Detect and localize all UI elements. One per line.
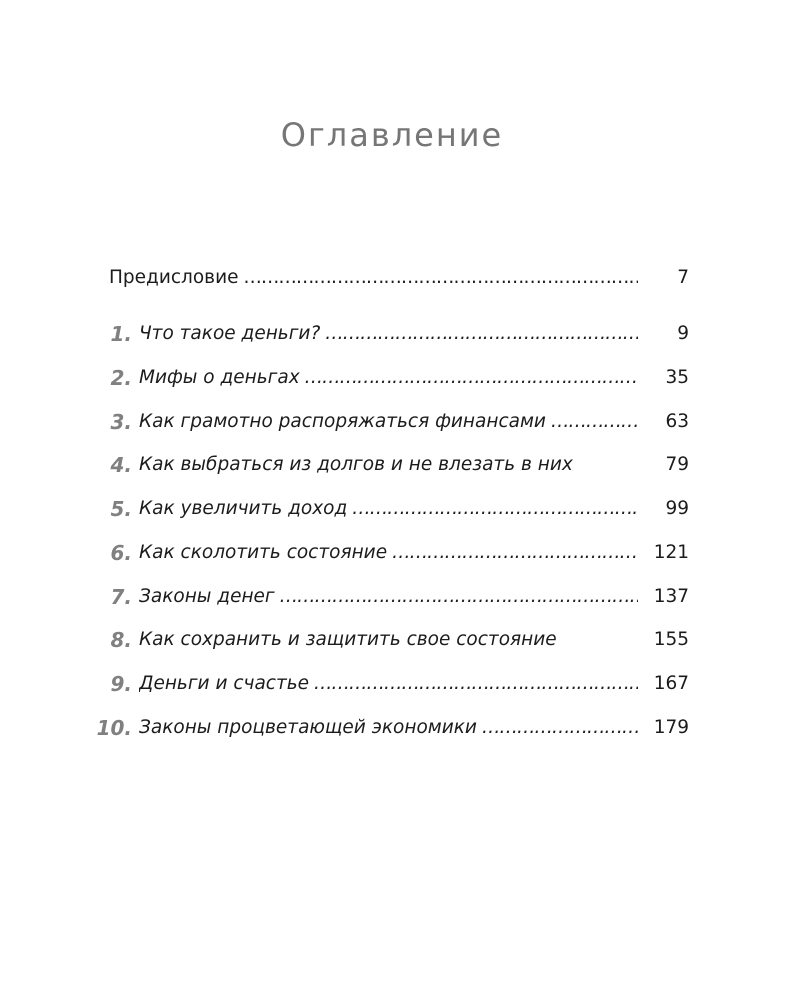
toc-entry-label: Что такое деньги? ………………………………………………………………………………………………………………………………………	[139, 323, 638, 344]
toc-entry-page: 137	[653, 586, 689, 607]
chapter-number: 1.	[110, 322, 132, 346]
chapter-number: 5.	[110, 497, 132, 521]
toc-entry-label: Как выбраться из долгов и не влезать в них	[139, 454, 573, 475]
toc-entry-chapter-6[interactable]	[0, 541, 800, 569]
toc-entry-label: Как грамотно распоряжаться финансами ………………………………………………………………………………………………………………………………………	[139, 411, 638, 432]
toc-entry-page: 7	[677, 267, 689, 288]
toc-entry-label: Как сколотить состояние ………………………………………………………………………………………………………………………………………	[139, 542, 638, 563]
toc-entry-label: Как увеличить доход ………………………………………………………………………………………………………………………………………	[139, 498, 638, 519]
chapter-number: 8.	[110, 628, 132, 652]
toc-entry-label: Законы процветающей экономики ………………………………………………………………………………………………………………………………………	[139, 717, 638, 738]
toc-entry-chapter-9[interactable]	[0, 672, 800, 700]
toc-entry-chapter-3[interactable]	[0, 410, 800, 438]
toc-entry-label: Как сохранить и защитить свое состояние	[139, 629, 557, 650]
toc-entry-page: 35	[665, 367, 689, 388]
chapter-number: 10.	[96, 716, 132, 740]
toc-entry-page: 179	[653, 717, 689, 738]
page-title: Оглавление	[280, 116, 504, 154]
toc-entry-label: Предисловие ………………………………………………………………………………………………………………………………………	[109, 267, 638, 288]
chapter-number: 3.	[110, 410, 132, 434]
chapter-number: 2.	[110, 366, 132, 390]
toc-entry-chapter-8[interactable]	[0, 628, 800, 656]
toc-entry-chapter-10[interactable]	[0, 716, 800, 744]
toc-entry-page: 155	[653, 629, 689, 650]
toc-entry-page: 121	[653, 542, 689, 563]
toc-entry-page: 63	[665, 411, 689, 432]
toc-entry-chapter-2[interactable]	[0, 366, 800, 394]
toc-entry-chapter-1[interactable]	[0, 322, 800, 350]
toc-entry-page: 99	[665, 498, 689, 519]
toc-entry-page: 167	[653, 673, 689, 694]
toc-entry-label: Мифы о деньгах ………………………………………………………………………………………………………………………………………	[139, 367, 638, 388]
chapter-number: 4.	[110, 453, 132, 477]
chapter-number: 6.	[110, 541, 132, 565]
chapter-number: 9.	[110, 672, 132, 696]
toc-entry-label: Деньги и счастье ………………………………………………………………………………………………………………………………………	[139, 673, 638, 694]
toc-entry-preface[interactable]	[0, 266, 800, 294]
toc-entry-page: 9	[677, 323, 689, 344]
toc-entry-page: 79	[665, 454, 689, 475]
chapter-number: 7.	[110, 585, 132, 609]
toc-entry-chapter-7[interactable]	[0, 585, 800, 613]
toc-entry-chapter-5[interactable]	[0, 497, 800, 525]
toc-entry-chapter-4[interactable]	[0, 453, 800, 481]
toc-entry-label: Законы денег ………………………………………………………………………………………………………………………………………	[139, 586, 638, 607]
